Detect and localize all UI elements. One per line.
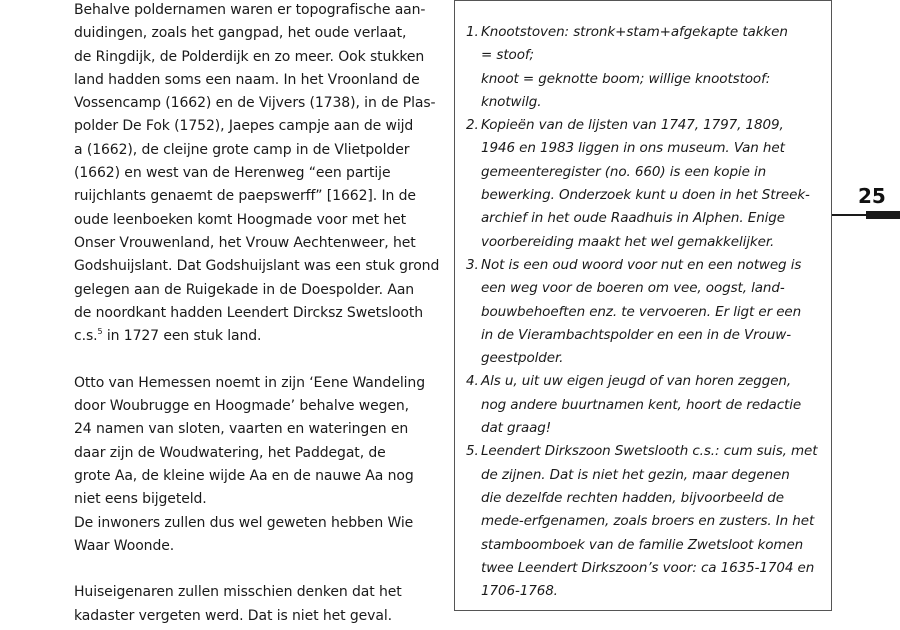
- text-line: oude leenboeken komt Hoogmade voor met het: [74, 211, 407, 228]
- footnote-line: Als u, uit uw eigen jeugd of van horen zeggen,: [481, 373, 792, 390]
- footnote-line: dat graag!: [481, 420, 552, 437]
- footnote-line: Leendert Dirkszoon Swetslooth c.s.: cum suis, met: [481, 443, 818, 460]
- text-line: duidingen, zoals het gangpad, het oude verlaat,: [74, 25, 407, 42]
- footnote-number: 2.: [466, 117, 479, 134]
- footnote-item: [466, 440, 826, 603]
- paragraph-spacer: [74, 558, 446, 581]
- footnote-line: knoot = geknotte boom; willige knootstoof:: [481, 70, 771, 87]
- text-line: (1662) en west van de Herenweg “een partije: [74, 165, 391, 182]
- footnotes-list: [466, 21, 826, 603]
- text-line: polder De Fok (1752), Jaepes campje aan de wijd: [74, 118, 414, 135]
- footnote-line: gemeenteregister (no. 660) is een kopie in: [481, 163, 767, 180]
- footnote-line: bewerking. Onderzoek kunt u doen in het Streek-: [481, 187, 810, 204]
- footnote-item: [466, 254, 826, 370]
- footnote-line: mede-erfgenamen, zoals broers en zusters. In het: [481, 513, 815, 530]
- footnote-line: voorbereiding maakt het wel gemakkelijker.: [481, 233, 775, 250]
- paragraph-topographic-names: [74, 0, 446, 348]
- paragraph-hemessen: [74, 372, 446, 558]
- text-line: Behalve poldernamen waren er topografische aan-: [74, 2, 426, 18]
- footnote-line: in de Vierambachtspolder en een in de Vrouw-: [481, 326, 791, 343]
- footnote-number: 4.: [466, 373, 479, 390]
- footnote-item: [466, 114, 826, 254]
- footnote-line: een weg voor de boeren om vee, oogst, land-: [481, 280, 785, 297]
- text-line: de Ringdijk, de Polderdijk en zo meer. Ook stukken: [74, 48, 425, 65]
- footnote-number: 5.: [466, 443, 479, 460]
- text-line: kadaster vergeten werd. Dat is niet het geval.: [74, 607, 392, 624]
- text-line: Onser Vrouwenland, het Vrouw Aechtenweer, het: [74, 234, 416, 251]
- text-line: grote Aa, de kleine wijde Aa en de nauwe Aa nog: [74, 467, 414, 484]
- footnote-line: de zijnen. Dat is niet het gezin, maar degenen: [481, 466, 790, 483]
- text-line: ruijchlants genaemt de paepswerff” [1662]. In de: [74, 188, 416, 205]
- text-line: Vossencamp (1662) en de Vijvers (1738), in de Plas-: [74, 95, 436, 112]
- footnote-line: = stoof;: [481, 47, 534, 64]
- footnote-line: Not is een oud woord voor nut en een notweg is: [481, 256, 802, 273]
- footnote-item: [466, 370, 826, 440]
- footnote-number: 3.: [466, 256, 479, 273]
- footnote-line: Kopieën van de lijsten van 1747, 1797, 1809,: [481, 117, 784, 134]
- text-fragment: c.s.: [74, 328, 98, 345]
- footnote-line: die dezelfde rechten hadden, bijvoorbeeld de: [481, 489, 784, 506]
- text-line: Godshuijslant. Dat Godshuijslant was een stuk grond: [74, 258, 440, 275]
- text-line: daar zijn de Woudwatering, het Paddegat, de: [74, 444, 386, 461]
- footnote-item: [466, 21, 826, 114]
- text-line: de noordkant hadden Leendert Dircksz Swetslooth: [74, 304, 424, 321]
- text-fragment: in 1727 een stuk land.: [102, 328, 262, 345]
- footnote-line: bouwbehoeften enz. te vervoeren. Er ligt er een: [481, 303, 802, 320]
- footnote-reference: 5: [97, 327, 103, 337]
- footnote-line: twee Leendert Dirkszoon’s voor: ca 1635-1704 en: [481, 559, 815, 576]
- text-line: Otto van Hemessen noemt in zijn ‘Eene Wandeling: [74, 374, 425, 391]
- page-marker-rule: [832, 214, 866, 216]
- page-number: 25: [858, 184, 886, 208]
- footnote-line: 1946 en 1983 liggen in ons museum. Van het: [481, 140, 785, 157]
- text-line: land hadden soms een naam. In het Vroonland de: [74, 71, 420, 88]
- footnote-line: 1706-1768.: [481, 583, 558, 600]
- text-line: Huiseigenaren zullen misschien denken dat het: [74, 584, 402, 601]
- footnote-line: Knootstoven: stronk+stam+afgekapte takken: [481, 24, 788, 40]
- text-line: Waar Woonde.: [74, 537, 175, 554]
- paragraph-spacer: [74, 348, 446, 371]
- footnote-line: nog andere buurtnamen kent, hoort de redactie: [481, 396, 802, 413]
- text-line: a (1662), de cleijne grote camp in de Vlietpolder: [74, 141, 410, 158]
- footnote-line: geestpolder.: [481, 350, 564, 367]
- text-line: door Woubrugge en Hoogmade’ behalve wegen,: [74, 398, 410, 415]
- footnote-line: knotwilg.: [481, 93, 542, 110]
- text-line: De inwoners zullen dus wel geweten hebben Wie: [74, 514, 414, 531]
- text-line: niet eens bijgeteld.: [74, 491, 207, 508]
- text-line: gelegen aan de Ruigekade in de Doespolder. Aan: [74, 281, 415, 298]
- footnote-line: archief in het oude Raadhuis in Alphen. Enige: [481, 210, 785, 227]
- footnote-line: stamboomboek van de familie Zwetsloot komen: [481, 536, 804, 553]
- paragraph-kadaster: [74, 581, 446, 628]
- text-line: 24 namen van sloten, vaarten en wateringen en: [74, 421, 409, 438]
- page-marker-bar: [866, 211, 900, 219]
- footnote-number: 1.: [466, 24, 479, 40]
- main-text-column: [74, 0, 446, 628]
- text-line-with-footnote-ref: [74, 325, 446, 348]
